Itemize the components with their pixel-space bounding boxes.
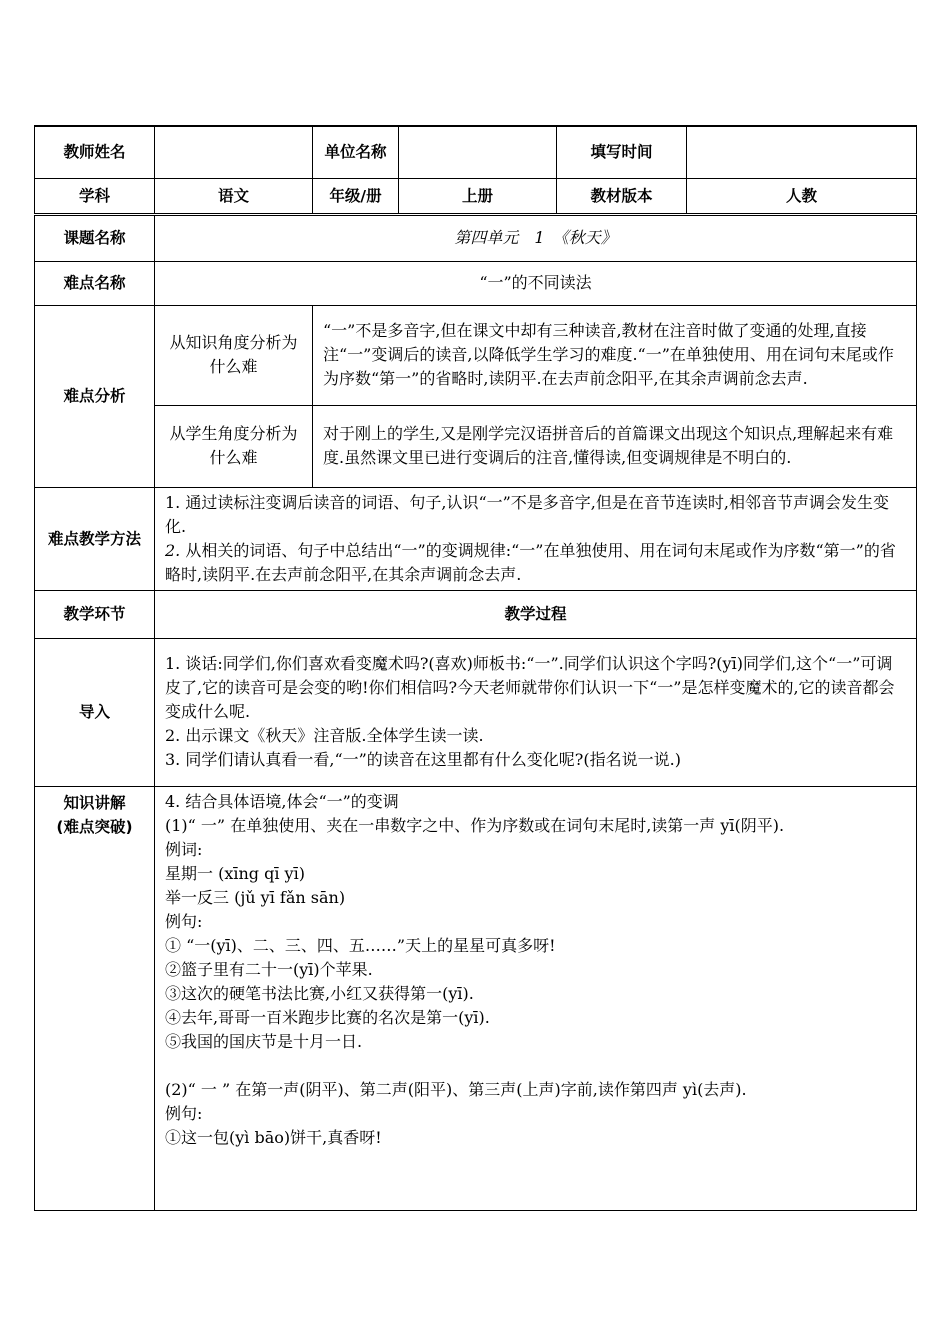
knowledge-label: 知识讲解 bbox=[63, 793, 126, 812]
stage-header: 教学环节 bbox=[35, 590, 155, 638]
method-item-1: 1. 通过读标注变调后读音的词语、句子,认识“一”不是多音字,但是在音节连读时,相邻音节声调会发生变化. bbox=[165, 492, 889, 536]
process-header: 教学过程 bbox=[155, 590, 917, 638]
knowledge-line: 例句: bbox=[165, 1103, 203, 1123]
method-list bbox=[155, 487, 917, 590]
knowledge-line: ① “一(yī)、二、三、四、五……”天上的星星可真多呀! bbox=[165, 935, 556, 955]
knowledge-line: (1)“ 一” 在单独使用、夹在一串数字之中、作为序数或在词句末尾时,读第一声 yī(阴平). bbox=[165, 815, 785, 835]
intro-line: 1. 谈话:同学们,你们喜欢看变魔术吗?(喜欢)师板书:“一”.同学们认识这个字吗?(yī)同学们,这个“一”可调皮了,它的读音可是会变的哟!你们相信吗?今天老师就带你们认识一下“一”是怎样变魔术的,它的读音都会变成什么呢. bbox=[165, 654, 895, 721]
grade-label: 年级/册 bbox=[313, 178, 399, 214]
edition-value: 人教 bbox=[687, 178, 917, 214]
intro-line: 2. 出示课文《秋天》注音版.全体学生读一读. bbox=[165, 726, 484, 745]
knowledge-line: ①这一包(yì bāo)饼干,真香呀! bbox=[165, 1127, 382, 1147]
fill-time-value[interactable] bbox=[687, 126, 917, 178]
knowledge-line: (2)“ 一 ” 在第一声(阴平)、第二声(阳平)、第三声(上声)字前,读作第四声 yì(去声). bbox=[165, 1079, 747, 1099]
difficulty-value: “一”的不同读法 bbox=[155, 261, 917, 305]
knowledge-line: 星期一 (xīng qī yī) bbox=[165, 863, 305, 883]
lesson-plan-table bbox=[34, 125, 917, 1211]
knowledge-line: ④去年,哥哥一百米跑步比赛的名次是第一(yī). bbox=[165, 1007, 490, 1027]
analysis-label: 难点分析 bbox=[35, 305, 155, 487]
edition-label: 教材版本 bbox=[557, 178, 687, 214]
topic-label: 课题名称 bbox=[35, 214, 155, 261]
knowledge-angle-text: “一”不是多音字,但在课文中却有三种读音,教材在注音时做了变通的处理,直接注“一”变调后的读音,以降低学生学习的难度.“一”在单独使用、用在词句末尾或作为序数“第一”的省略时,读阴平.在去声前念阳平,在其余声调前念去声. bbox=[313, 305, 917, 405]
knowledge-line: ⑤我国的国庆节是十月一日. bbox=[165, 1031, 363, 1051]
method-label: 难点教学方法 bbox=[35, 487, 155, 590]
teacher-name-label: 教师姓名 bbox=[35, 126, 155, 178]
method-item-2: 2. 从相关的词语、句子中总结出“一”的变调规律:“一”在单独使用、用在词句末尾或作为序数“第一”的省略时,读阴平.在去声前念阳平,在其余声调前念去声. bbox=[165, 540, 896, 584]
knowledge-content bbox=[155, 786, 917, 1210]
knowledge-line: ②篮子里有二十一(yī)个苹果. bbox=[165, 959, 373, 979]
teacher-name-value[interactable] bbox=[155, 126, 313, 178]
student-angle-label: 从学生角度分析为什么难 bbox=[155, 405, 313, 487]
subject-value: 语文 bbox=[155, 178, 313, 214]
grade-value: 上册 bbox=[399, 178, 557, 214]
knowledge-line: 例句: bbox=[165, 911, 203, 931]
knowledge-line: 4. 结合具体语境,体会“一”的变调 bbox=[165, 791, 399, 811]
knowledge-line: 举一反三 (jǔ yī fǎn sān) bbox=[165, 887, 346, 907]
knowledge-sublabel: (难点突破) bbox=[56, 817, 133, 836]
spacer bbox=[165, 1054, 906, 1078]
subject-label: 学科 bbox=[35, 178, 155, 214]
intro-label: 导入 bbox=[35, 638, 155, 786]
knowledge-label-cell bbox=[35, 786, 155, 1210]
topic-value: 第四单元 1 《秋天》 bbox=[155, 214, 917, 261]
difficulty-label: 难点名称 bbox=[35, 261, 155, 305]
fill-time-label: 填写时间 bbox=[557, 126, 687, 178]
knowledge-angle-label: 从知识角度分析为什么难 bbox=[155, 305, 313, 405]
intro-content bbox=[155, 638, 917, 786]
unit-name-value[interactable] bbox=[399, 126, 557, 178]
knowledge-line: ③这次的硬笔书法比赛,小红又获得第一(yī). bbox=[165, 983, 474, 1003]
knowledge-line: 例词: bbox=[165, 839, 203, 859]
intro-line: 3. 同学们请认真看一看,“一”的读音在这里都有什么变化呢?(指名说一说.) bbox=[165, 750, 681, 769]
unit-name-label: 单位名称 bbox=[313, 126, 399, 178]
student-angle-text: 对于刚上的学生,又是刚学完汉语拼音后的首篇课文出现这个知识点,理解起来有难度.虽然课文里已进行变调后的注音,懂得读,但变调规律是不明白的. bbox=[313, 405, 917, 487]
